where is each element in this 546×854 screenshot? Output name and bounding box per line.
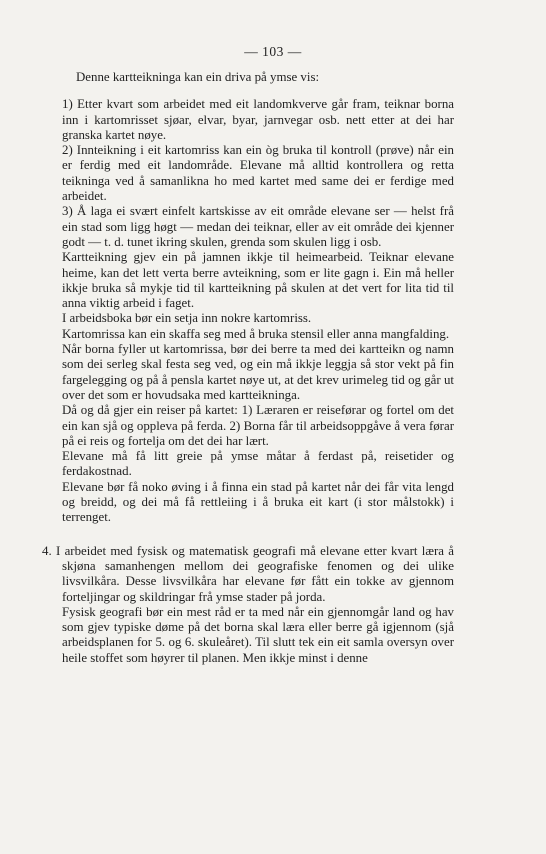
- paragraph-section-4: [42, 543, 454, 605]
- page-number: — 103 —: [244, 44, 302, 59]
- paragraph-10: Elevane bør få noko øving i å finna ein stad på kartet når dei får vita lengd og breidd, og dei må få rettleiing i å bruka eit kart (i stor målstokk) i terrenget.: [62, 479, 454, 525]
- paragraph-1: 1) Etter kvart som arbeidet med eit landomkverve går fram, teiknar borna inn i kartomrisset sjøar, elvar, byar, jarnvegar osb. nett etter at dei har granska kartet nøye.: [62, 97, 454, 142]
- paragraph-7: Når borna fyller ut kartomrissa, bør dei berre ta med dei kartteikn og namn som dei serleg skal festa seg ved, og ein må ikkje leggja så stor vekt på fin fargelegging og på å pensla kartet nøye ut, at det krev urimeleg tid og går ut over det som er hovudsaka med kartteikninga.: [62, 342, 454, 402]
- paragraph-3: 3) Å laga ei svært einfelt kartskisse av eit område elevane ser — helst frå ein stad som ligg høgt — medan dei teiknar, eller av eit område dei kjenner godt — t. d. tunet ikring skulen, grenda som skulen ligg i osb.: [62, 204, 454, 249]
- section-4-text: I arbeidet med fysisk og matematisk geografi må elevane etter kvart læra å skjøna samanhengen mellom dei geografiske fenomen og dei ulike livsvilkåra. Desse livsvilkåra har elevane før fått ein tokke av gjennom forteljingar og skildringar frå ymse stader på jorda.: [56, 543, 454, 604]
- paragraph-4: Kartteikning gjev ein på jamnen ikkje til heimearbeid. Teiknar elevane heime, kan det lett verta berre avteikning, som er lite gagn i. Ein må heller ikkje bruka så mykje tid til kartteikning på skulen at det vert for lita tid til anna viktig arbeid i faget.: [62, 250, 454, 311]
- body-text: [42, 70, 454, 666]
- paragraph-12: Fysisk geografi bør ein mest råd er ta med når ein gjennomgår land og hav som gjev typiske døme på det borna skal læra eller berre gå igjennom (sjå arbeidsplanen for 5. og 6. skuleåret). Til slutt tek ein eit samla oversyn over heile stoffet som høyrer til planen. Men ikkje minst i denne: [62, 604, 454, 665]
- paragraph-5: I arbeidsboka bør ein setja inn nokre kartomriss.: [62, 311, 312, 326]
- paragraph-6: Kartomrissa kan ein skaffa seg med å bruka stensil eller anna mangfalding.: [62, 326, 450, 341]
- paragraph-9: Elevane må få litt greie på ymse måtar å ferdast på, reisetider og ferdakostnad.: [62, 449, 454, 479]
- paragraph-8: Då og då gjer ein reiser på kartet: 1) Læraren er reiseførar og fortel om det ein kan sjå og oppleva på ferda. 2) Borna får til arbeidsoppgåve å vera førar på ei reis og fortelja om det dei har lært.: [62, 403, 454, 448]
- section-number: 4.: [42, 543, 52, 558]
- paragraph-intro: Denne kartteikninga kan ein driva på ymse vis:: [76, 70, 320, 84]
- paragraph-2: 2) Innteikning i eit kartomriss kan ein òg bruka til kontroll (prøve) når ein er ferdig med eit landområde. Elevane må alltid kontrollera og retta teikninga ved å samanlikna ho med kartet med same dei er ferdige med arbeidet.: [62, 143, 454, 204]
